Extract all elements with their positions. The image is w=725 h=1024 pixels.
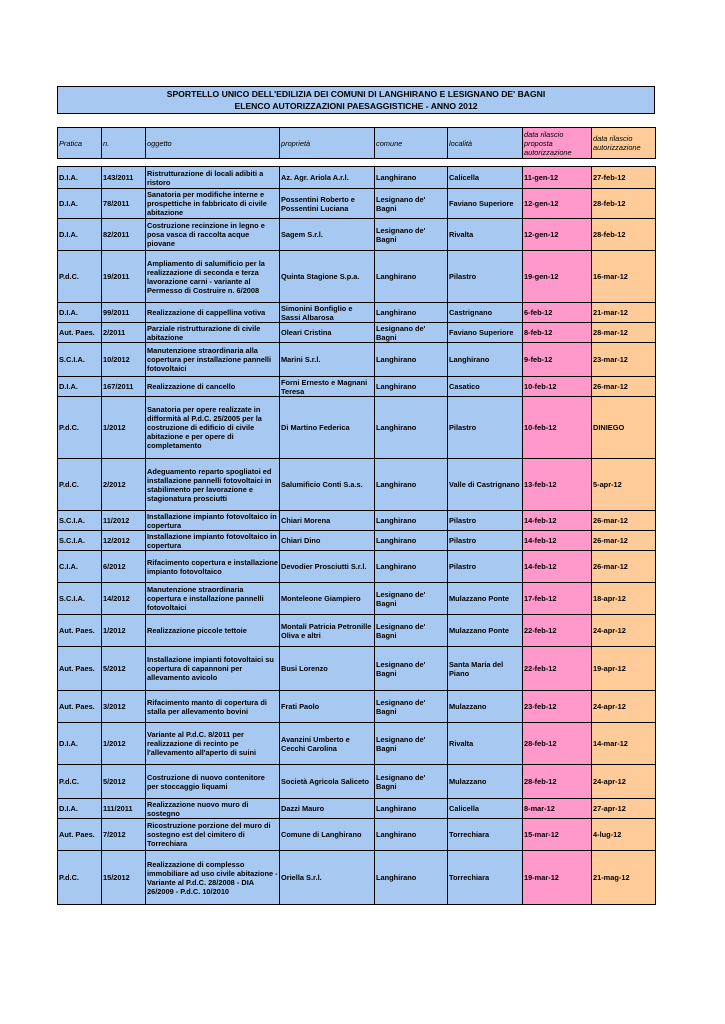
cell-localita: Valle di Castrignano bbox=[448, 459, 523, 511]
cell-rilascio: 21-mag-12 bbox=[592, 851, 656, 905]
cell-localita: Mulazzano Ponte bbox=[448, 583, 523, 615]
cell-pratica: D.I.A. bbox=[58, 303, 102, 323]
cell-proposta: 8-feb-12 bbox=[523, 323, 592, 343]
cell-pratica: Aut. Paes. bbox=[58, 323, 102, 343]
cell-proprieta: Montali Patricia Petronille Oliva e altri bbox=[280, 615, 375, 647]
cell-pratica: D.I.A. bbox=[58, 377, 102, 397]
cell-n: 5/2012 bbox=[102, 765, 146, 799]
cell-rilascio: 24-apr-12 bbox=[592, 765, 656, 799]
table-row bbox=[58, 647, 656, 691]
cell-comune: Lesignano de' Bagni bbox=[375, 323, 448, 343]
cell-pratica: S.C.I.A. bbox=[58, 531, 102, 551]
cell-proprieta: Frati Paolo bbox=[280, 691, 375, 723]
cell-proprieta: Quinta Stagione S.p.a. bbox=[280, 251, 375, 303]
cell-oggetto: Installazione impianto fotovoltaico in copertura bbox=[146, 511, 280, 531]
table-row bbox=[58, 765, 656, 799]
cell-pratica: P.d.C. bbox=[58, 251, 102, 303]
cell-rilascio: 26-mar-12 bbox=[592, 551, 656, 583]
cell-rilascio: 4-lug-12 bbox=[592, 819, 656, 851]
cell-pratica: S.C.I.A. bbox=[58, 583, 102, 615]
cell-comune: Langhirano bbox=[375, 851, 448, 905]
table-row bbox=[58, 459, 656, 511]
cell-proprieta: Marini S.r.l. bbox=[280, 343, 375, 377]
cell-n: 7/2012 bbox=[102, 819, 146, 851]
cell-localita: Casatico bbox=[448, 377, 523, 397]
cell-proposta: 19-gen-12 bbox=[523, 251, 592, 303]
cell-n: 15/2012 bbox=[102, 851, 146, 905]
cell-n: 1/2012 bbox=[102, 615, 146, 647]
cell-proposta: 22-feb-12 bbox=[523, 615, 592, 647]
cell-oggetto: Realizzazione piccole tettoie bbox=[146, 615, 280, 647]
col-header-proprieta: proprietà bbox=[280, 128, 375, 159]
cell-comune: Langhirano bbox=[375, 251, 448, 303]
cell-localita: Faviano Superiore bbox=[448, 189, 523, 219]
cell-rilascio: 27-feb-12 bbox=[592, 167, 656, 189]
cell-proprieta: Chiari Morena bbox=[280, 511, 375, 531]
cell-oggetto: Sanatoria per opere realizzate in difformità al P.d.C. 25/2005 per la costruzione di edificio di civile abitazione e per opere di completamento bbox=[146, 397, 280, 459]
col-header-localita: località bbox=[448, 128, 523, 159]
table-row bbox=[58, 343, 656, 377]
cell-n: 82/2011 bbox=[102, 219, 146, 251]
col-header-proposta: data rilascio proposta autorizzazione bbox=[523, 128, 592, 159]
cell-proposta: 14-feb-12 bbox=[523, 531, 592, 551]
cell-proprieta: Comune di Langhirano bbox=[280, 819, 375, 851]
cell-comune: Langhirano bbox=[375, 167, 448, 189]
cell-localita: Mulazzano bbox=[448, 691, 523, 723]
cell-oggetto: Ricostruzione porzione del muro di sostegno est del cimitero di Torrechiara bbox=[146, 819, 280, 851]
cell-rilascio: 23-mar-12 bbox=[592, 343, 656, 377]
cell-pratica: D.I.A. bbox=[58, 167, 102, 189]
cell-localita: Rivalta bbox=[448, 219, 523, 251]
cell-comune: Lesignano de' Bagni bbox=[375, 765, 448, 799]
cell-localita: Calicella bbox=[448, 799, 523, 819]
cell-pratica: Aut. Paes. bbox=[58, 647, 102, 691]
cell-proposta: 14-feb-12 bbox=[523, 511, 592, 531]
cell-n: 14/2012 bbox=[102, 583, 146, 615]
cell-proposta: 15-mar-12 bbox=[523, 819, 592, 851]
cell-localita: Santa Maria del Piano bbox=[448, 647, 523, 691]
cell-localita: Pilastro bbox=[448, 397, 523, 459]
table-row bbox=[58, 799, 656, 819]
cell-n: 99/2011 bbox=[102, 303, 146, 323]
cell-proprieta: Di Martino Federica bbox=[280, 397, 375, 459]
table-row bbox=[58, 851, 656, 905]
col-header-comune: comune bbox=[375, 128, 448, 159]
cell-oggetto: Manutenzione straordinaria copertura e installazione pannelli fotovoltaici bbox=[146, 583, 280, 615]
cell-pratica: P.d.C. bbox=[58, 459, 102, 511]
cell-rilascio: 18-apr-12 bbox=[592, 583, 656, 615]
table-row bbox=[58, 819, 656, 851]
title-line-1: SPORTELLO UNICO DELL'EDILIZIA DEI COMUNI DI LANGHIRANO E LESIGNANO DE' BAGNI bbox=[166, 89, 546, 99]
cell-oggetto: Manutenzione straordinaria alla copertura per installazione pannelli fotovoltaici bbox=[146, 343, 280, 377]
cell-proprieta: Chiari Dino bbox=[280, 531, 375, 551]
cell-proprieta: Devodier Prosciutti S.r.l. bbox=[280, 551, 375, 583]
table-row bbox=[58, 723, 656, 765]
cell-localita: Rivalta bbox=[448, 723, 523, 765]
table-row bbox=[58, 251, 656, 303]
table-row bbox=[58, 167, 656, 189]
cell-pratica: Aut. Paes. bbox=[58, 691, 102, 723]
cell-proposta: 28-feb-12 bbox=[523, 765, 592, 799]
cell-comune: Lesignano de' Bagni bbox=[375, 615, 448, 647]
cell-rilascio: 26-mar-12 bbox=[592, 511, 656, 531]
cell-localita: Pilastro bbox=[448, 531, 523, 551]
cell-localita: Mulazzano bbox=[448, 765, 523, 799]
cell-n: 6/2012 bbox=[102, 551, 146, 583]
cell-proprieta: Busi Lorenzo bbox=[280, 647, 375, 691]
cell-proprieta: Az. Agr. Ariola A.r.l. bbox=[280, 167, 375, 189]
cell-rilascio: 5-apr-12 bbox=[592, 459, 656, 511]
cell-pratica: D.I.A. bbox=[58, 723, 102, 765]
table-row bbox=[58, 551, 656, 583]
cell-proposta: 11-gen-12 bbox=[523, 167, 592, 189]
cell-proprieta: Possentini Roberto e Possentini Luciana bbox=[280, 189, 375, 219]
cell-proposta: 17-feb-12 bbox=[523, 583, 592, 615]
cell-oggetto: Realizzazione di complesso immobiliare ad uso civile abitazione - Variante al P.d.C. 28/2008 - DIA 26/2009 - P.d.C. 10/2010 bbox=[146, 851, 280, 905]
cell-proposta: 13-feb-12 bbox=[523, 459, 592, 511]
cell-oggetto: Costruzione di nuovo contenitore per stoccaggio liquami bbox=[146, 765, 280, 799]
cell-n: 2/2012 bbox=[102, 459, 146, 511]
cell-proposta: 23-feb-12 bbox=[523, 691, 592, 723]
cell-rilascio: 24-apr-12 bbox=[592, 615, 656, 647]
cell-comune: Langhirano bbox=[375, 511, 448, 531]
cell-n: 143/2011 bbox=[102, 167, 146, 189]
cell-rilascio: 28-mar-12 bbox=[592, 323, 656, 343]
cell-rilascio: 16-mar-12 bbox=[592, 251, 656, 303]
cell-oggetto: Ampliamento di salumificio per la realizzazione di seconda e terza lavorazione carni - variante al Permesso di Costruire n. 6/2008 bbox=[146, 251, 280, 303]
cell-comune: Lesignano de' Bagni bbox=[375, 219, 448, 251]
cell-oggetto: Ristrutturazione di locali adibiti a ristoro bbox=[146, 167, 280, 189]
cell-rilascio: 26-mar-12 bbox=[592, 377, 656, 397]
cell-n: 78/2011 bbox=[102, 189, 146, 219]
cell-proprieta: Oleari Cristina bbox=[280, 323, 375, 343]
cell-proprieta: Salumificio Conti S.a.s. bbox=[280, 459, 375, 511]
cell-comune: Lesignano de' Bagni bbox=[375, 583, 448, 615]
cell-rilascio: 27-apr-12 bbox=[592, 799, 656, 819]
cell-localita: Mulazzano Ponte bbox=[448, 615, 523, 647]
cell-proposta: 19-mar-12 bbox=[523, 851, 592, 905]
cell-pratica: S.C.I.A. bbox=[58, 343, 102, 377]
cell-localita: Torrechiara bbox=[448, 819, 523, 851]
cell-rilascio: 28-feb-12 bbox=[592, 219, 656, 251]
cell-proposta: 10-feb-12 bbox=[523, 377, 592, 397]
table-row bbox=[58, 189, 656, 219]
cell-proprieta: Oriella S.r.l. bbox=[280, 851, 375, 905]
cell-proposta: 10-feb-12 bbox=[523, 397, 592, 459]
cell-proposta: 14-feb-12 bbox=[523, 551, 592, 583]
cell-localita: Calicella bbox=[448, 167, 523, 189]
cell-rilascio: DINIEGO bbox=[592, 397, 656, 459]
col-header-n: n. bbox=[102, 128, 146, 159]
cell-proprieta: Avanzini Umberto e Cecchi Carolina bbox=[280, 723, 375, 765]
cell-oggetto: Rifacimento manto di copertura di stalla per allevamento bovini bbox=[146, 691, 280, 723]
cell-n: 167/2011 bbox=[102, 377, 146, 397]
cell-localita: Torrechiara bbox=[448, 851, 523, 905]
col-header-rilascio: data rilascio autorizzazione bbox=[592, 128, 656, 159]
table-row bbox=[58, 219, 656, 251]
cell-localita: Pilastro bbox=[448, 551, 523, 583]
authorizations-table bbox=[57, 166, 656, 905]
cell-oggetto: Realizzazione di cancello bbox=[146, 377, 280, 397]
col-header-oggetto: oggetto bbox=[146, 128, 280, 159]
cell-pratica: P.d.C. bbox=[58, 851, 102, 905]
page-title bbox=[57, 86, 655, 114]
cell-comune: Lesignano de' Bagni bbox=[375, 647, 448, 691]
cell-pratica: S.C.I.A. bbox=[58, 511, 102, 531]
cell-n: 2/2011 bbox=[102, 323, 146, 343]
cell-oggetto: Realizzazione di cappellina votiva bbox=[146, 303, 280, 323]
cell-n: 1/2012 bbox=[102, 723, 146, 765]
cell-proposta: 8-mar-12 bbox=[523, 799, 592, 819]
cell-rilascio: 14-mar-12 bbox=[592, 723, 656, 765]
cell-proposta: 12-gen-12 bbox=[523, 219, 592, 251]
table-row bbox=[58, 531, 656, 551]
table-row bbox=[58, 615, 656, 647]
cell-oggetto: Sanatoria per modifiche interne e prospettiche in fabbricato di civile abitazione bbox=[146, 189, 280, 219]
cell-pratica: P.d.C. bbox=[58, 397, 102, 459]
col-header-pratica: Pratica bbox=[58, 128, 102, 159]
table-row bbox=[58, 583, 656, 615]
cell-comune: Lesignano de' Bagni bbox=[375, 189, 448, 219]
cell-n: 1/2012 bbox=[102, 397, 146, 459]
table-row bbox=[58, 323, 656, 343]
table-row bbox=[58, 303, 656, 323]
cell-proprieta: Simonini Bonfiglio e Sassi Albarosa bbox=[280, 303, 375, 323]
cell-oggetto: Rifacimento copertura e installazione impianto fotovoltaico bbox=[146, 551, 280, 583]
cell-oggetto: Costruzione recinzione in legno e posa vasca di raccolta acque piovane bbox=[146, 219, 280, 251]
cell-rilascio: 28-feb-12 bbox=[592, 189, 656, 219]
cell-oggetto: Variante al P.d.C. 8/2011 per realizzazione di recinto pe l'allevamento all'aperto di suini bbox=[146, 723, 280, 765]
cell-n: 19/2011 bbox=[102, 251, 146, 303]
cell-proprieta: Sagem S.r.l. bbox=[280, 219, 375, 251]
cell-proprieta: Società Agricola Saliceto bbox=[280, 765, 375, 799]
table-row bbox=[58, 511, 656, 531]
cell-proprieta: Dazzi Mauro bbox=[280, 799, 375, 819]
cell-proposta: 6-feb-12 bbox=[523, 303, 592, 323]
cell-localita: Pilastro bbox=[448, 251, 523, 303]
cell-proprieta: Forni Ernesto e Magnani Teresa bbox=[280, 377, 375, 397]
cell-comune: Langhirano bbox=[375, 551, 448, 583]
cell-comune: Langhirano bbox=[375, 799, 448, 819]
table-row bbox=[58, 397, 656, 459]
cell-oggetto: Installazione impianto fotovoltaico in copertura bbox=[146, 531, 280, 551]
cell-rilascio: 26-mar-12 bbox=[592, 531, 656, 551]
cell-rilascio: 24-apr-12 bbox=[592, 691, 656, 723]
cell-comune: Langhirano bbox=[375, 397, 448, 459]
cell-comune: Langhirano bbox=[375, 303, 448, 323]
cell-n: 3/2012 bbox=[102, 691, 146, 723]
cell-comune: Langhirano bbox=[375, 343, 448, 377]
cell-proposta: 28-feb-12 bbox=[523, 723, 592, 765]
cell-n: 5/2012 bbox=[102, 647, 146, 691]
cell-localita: Castrignano bbox=[448, 303, 523, 323]
cell-localita: Pilastro bbox=[448, 511, 523, 531]
cell-proprieta: Monteleone Giampiero bbox=[280, 583, 375, 615]
cell-n: 10/2012 bbox=[102, 343, 146, 377]
cell-comune: Lesignano de' Bagni bbox=[375, 723, 448, 765]
cell-pratica: D.I.A. bbox=[58, 189, 102, 219]
cell-comune: Lesignano de' Bagni bbox=[375, 691, 448, 723]
cell-comune: Langhirano bbox=[375, 459, 448, 511]
cell-proposta: 22-feb-12 bbox=[523, 647, 592, 691]
table-row bbox=[58, 691, 656, 723]
cell-pratica: D.I.A. bbox=[58, 219, 102, 251]
header-row bbox=[58, 128, 656, 159]
cell-pratica: Aut. Paes. bbox=[58, 819, 102, 851]
table-row bbox=[58, 377, 656, 397]
cell-proposta: 12-gen-12 bbox=[523, 189, 592, 219]
cell-oggetto: Adeguamento reparto spogliatoi ed installazione pannelli fotovoltaici in stabilimento per lavorazione e stagionatura prosciutti bbox=[146, 459, 280, 511]
cell-proposta: 9-feb-12 bbox=[523, 343, 592, 377]
cell-n: 111/2011 bbox=[102, 799, 146, 819]
cell-oggetto: Parziale ristrutturazione di civile abitazione bbox=[146, 323, 280, 343]
cell-comune: Langhirano bbox=[375, 377, 448, 397]
cell-rilascio: 21-mar-12 bbox=[592, 303, 656, 323]
cell-pratica: D.I.A. bbox=[58, 799, 102, 819]
cell-pratica: C.I.A. bbox=[58, 551, 102, 583]
cell-localita: Langhirano bbox=[448, 343, 523, 377]
title-line-2: ELENCO AUTORIZZAZIONI PAESAGGISTICHE - ANNO 2012 bbox=[234, 101, 478, 111]
cell-n: 12/2012 bbox=[102, 531, 146, 551]
cell-comune: Langhirano bbox=[375, 819, 448, 851]
cell-comune: Langhirano bbox=[375, 531, 448, 551]
cell-pratica: P.d.C. bbox=[58, 765, 102, 799]
cell-pratica: Aut. Paes. bbox=[58, 615, 102, 647]
header-table bbox=[57, 127, 656, 159]
cell-oggetto: Installazione impianti fotovoltaici su copertura di capannoni per allevamento avicolo bbox=[146, 647, 280, 691]
cell-localita: Faviano Superiore bbox=[448, 323, 523, 343]
cell-n: 11/2012 bbox=[102, 511, 146, 531]
cell-oggetto: Realizzazione nuovo muro di sostegno bbox=[146, 799, 280, 819]
cell-rilascio: 19-apr-12 bbox=[592, 647, 656, 691]
